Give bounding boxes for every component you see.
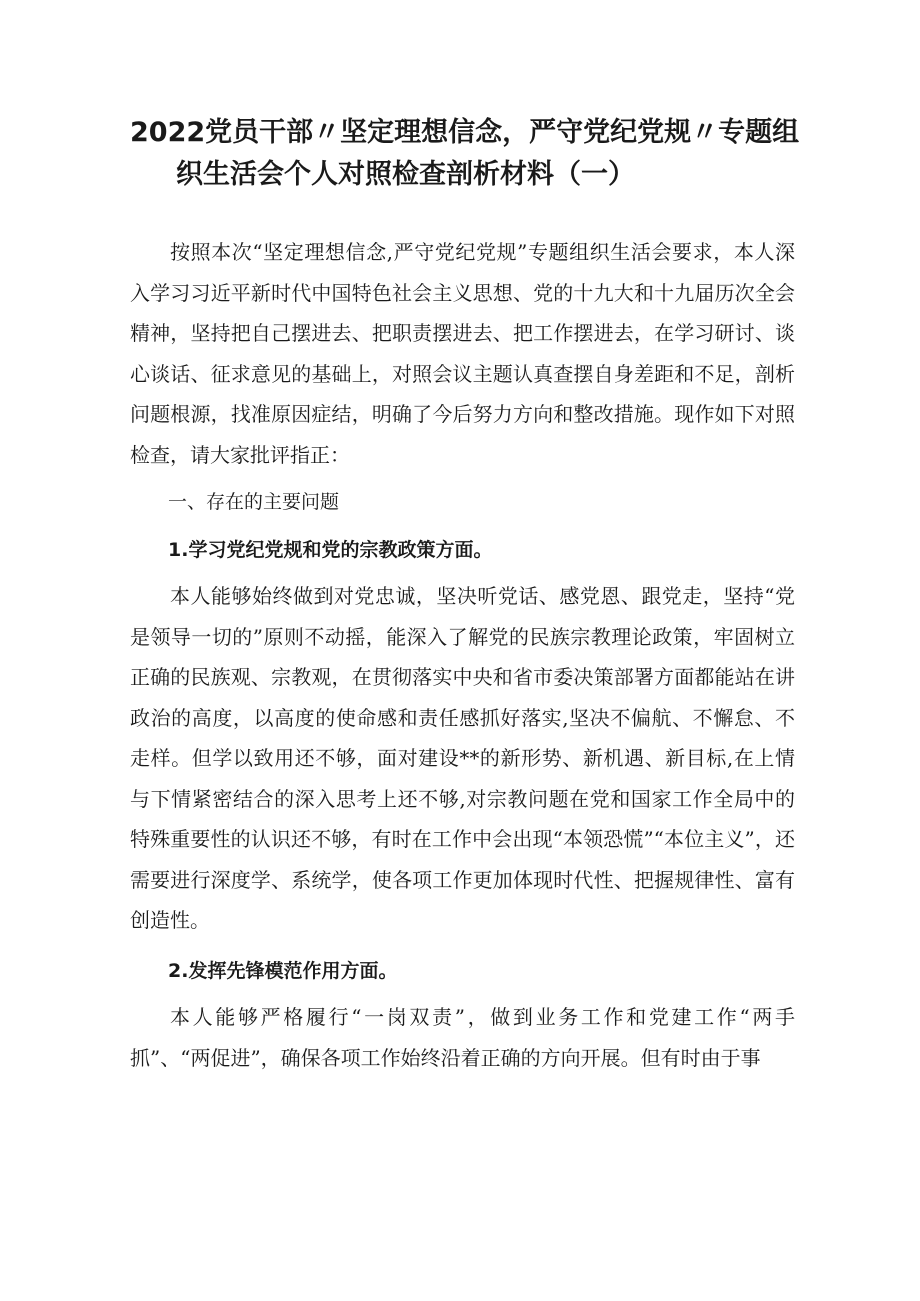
document-body (130, 232, 795, 1078)
item-paragraph-1: 本人能够始终做到对党忠诚，坚决听党话、感党恩、跟党走，坚持“党是领导一切的”原则不动摇，能深入了解党的民族宗教理论政策，牢固树立正确的民族观、宗教观，在贯彻落实中央和省市委决策部署方面都能站在讲政治的高度，以高度的使命感和责任感抓好落实,坚决不偏航、不懈怠、不走样。但学以致用还不够，面对建设**的新形势、新机遇、新目标,在上情与下情紧密结合的深入思考上还不够,对宗教问题在党和国家工作全局中的特殊重要性的认识还不够，有时在工作中会出现“本领恐慌”“本位主义”，还需要进行深度学、系统学，使各项工作更加体现时代性、把握规律性、富有创造性。 (130, 584, 795, 932)
item-heading-1: 1.学习党纪党规和党的宗教政策方面。 (168, 538, 493, 561)
document-title (130, 112, 810, 196)
title-line-2: 织生活会个人对照检查剖析材料（一） (176, 159, 635, 190)
title-line-1: 2022党员干部〃坚定理想信念，严守党纪党规〃专题组 (130, 117, 800, 148)
item-paragraph-2: 本人能够严格履行“一岗双责”，做到业务工作和党建工作“两手抓”、“两促进”，确保各项工作始终沿着正确的方向开展。但有时由于事 (130, 1005, 795, 1070)
intro-paragraph: 按照本次“坚定理想信念,严守党纪党规”专题组织生活会要求，本人深入学习习近平新时代中国特色社会主义思想、党的十九大和十九届历次全会精神，坚持把自己摆进去、把职责摆进去、把工作摆进去，在学习研讨、谈心谈话、征求意见的基础上，对照会议主题认真查摆自身差距和不足，剖析问题根源，找准原因症结，明确了今后努力方向和整改措施。现作如下对照检查，请大家批评指正： (130, 240, 795, 467)
item-heading-2: 2.发挥先锋模范作用方面。 (168, 959, 398, 982)
section-heading-problems: 一、存在的主要问题 (168, 491, 340, 513)
